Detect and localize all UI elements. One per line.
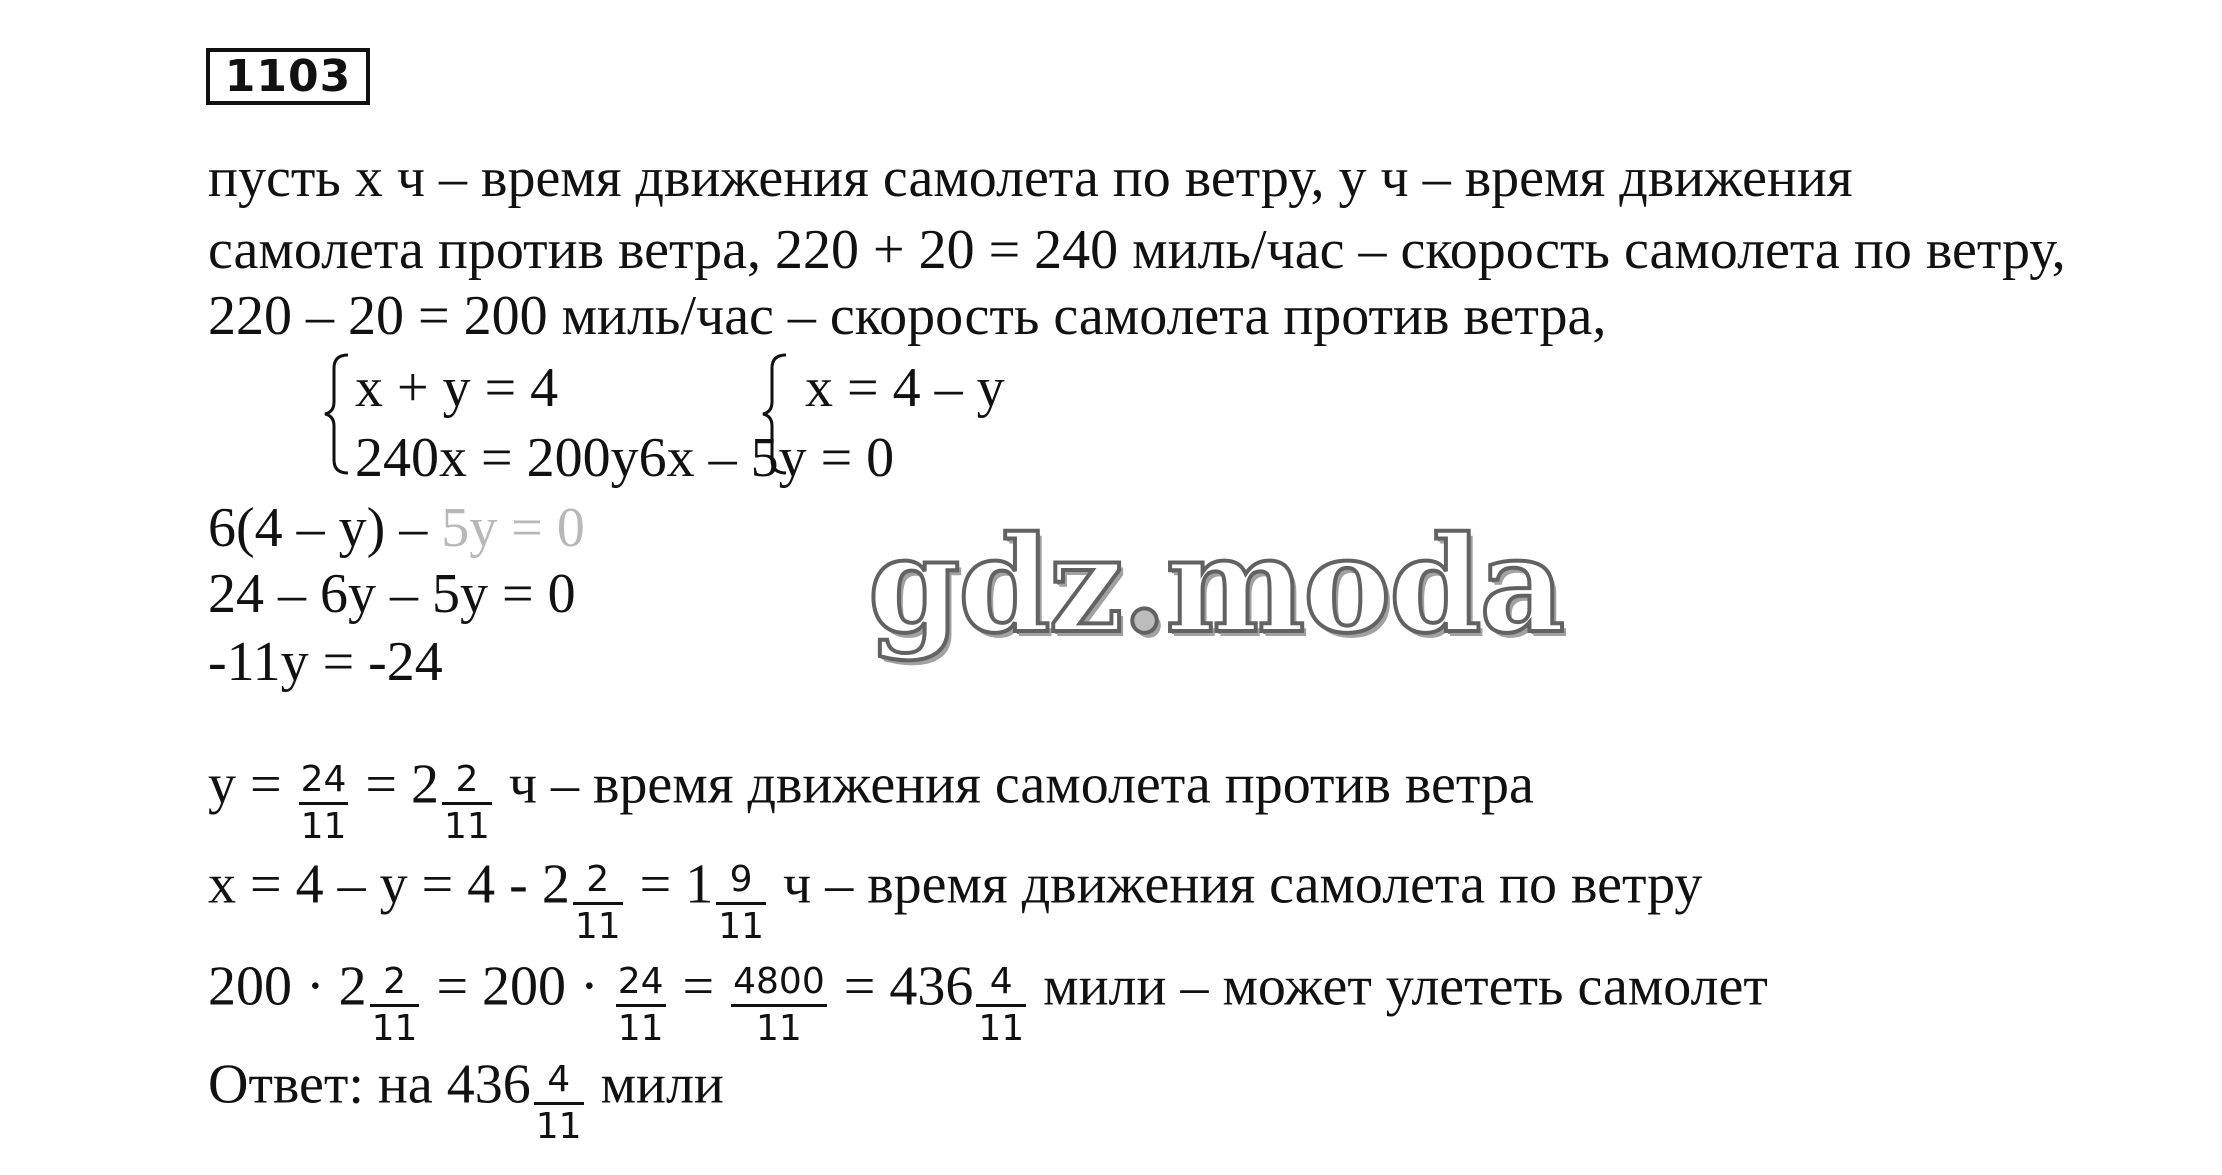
y-result-line — [208, 748, 1534, 847]
fraction-numerator: 9 — [729, 859, 753, 900]
fraction — [442, 759, 492, 847]
fraction — [976, 961, 1026, 1049]
fraction-numerator: 2 — [586, 859, 610, 900]
x-eq: = 1 — [625, 853, 714, 916]
fraction-numerator: 24 — [300, 759, 347, 800]
step-2-part-a: 24 – 6y – 5 — [208, 563, 460, 625]
system-eq-2-part-a: 240x = 200y6x – — [355, 427, 751, 489]
y-eq: = 2 — [351, 753, 439, 816]
fraction-denominator: 11 — [617, 1008, 664, 1049]
fraction — [573, 859, 623, 947]
answer-tail: мили — [586, 1053, 724, 1116]
fraction — [716, 859, 766, 947]
dist-b: = 200 · — [422, 955, 613, 1018]
text-line-1: пусть х ч – время движения самолета по ветру, у ч – время движения — [208, 147, 1853, 209]
x-lhs: x = 4 – y = 4 - 2 — [208, 853, 570, 916]
answer-a: Ответ: на 436 — [208, 1053, 531, 1116]
x-tail: ч – время движения самолета по ветру — [769, 853, 1703, 916]
fraction-denominator: 11 — [535, 1106, 582, 1147]
fraction — [534, 1059, 584, 1147]
system-eq-1-solved: x = 4 – y — [805, 357, 1005, 419]
fraction-denominator: 11 — [574, 906, 621, 947]
step-2 — [208, 563, 576, 625]
system-eq-2-part-b: 5y = 0 — [750, 427, 895, 489]
fraction-denominator: 11 — [300, 806, 347, 847]
text-line-3: 220 – 20 = 200 миль/час – скорость самолета против ветра, — [208, 285, 1607, 347]
fraction-numerator: 4 — [989, 961, 1013, 1002]
fraction-numerator: 2 — [383, 961, 407, 1002]
fraction-denominator: 11 — [978, 1008, 1025, 1049]
watermark-part-1: gdz — [868, 508, 1122, 663]
dist-a: 200 · 2 — [208, 955, 367, 1018]
left-brace-icon — [322, 352, 352, 476]
dist-tail: мили – может улететь самолет — [1029, 955, 1768, 1018]
dist-c: = — [668, 955, 729, 1018]
fraction-denominator: 11 — [444, 806, 490, 847]
fraction — [616, 961, 666, 1049]
distance-line — [208, 950, 1768, 1049]
fraction — [731, 961, 827, 1049]
step-2-part-b: y = 0 — [460, 563, 576, 625]
watermark-part-2: moda — [1165, 508, 1564, 663]
watermark — [868, 508, 1564, 663]
watermark-dot: . — [1121, 508, 1166, 663]
text-line-2: самолета против ветра, 220 + 20 = 240 миль/час – скорость самолета по ветру, — [208, 219, 2066, 281]
x-result-line — [208, 848, 1703, 947]
step-1-part-a: 6(4 – y) – — [208, 497, 442, 559]
fraction-denominator: 11 — [756, 1008, 802, 1049]
answer-line — [208, 1048, 724, 1147]
fraction-numerator: 4 — [547, 1059, 571, 1100]
fraction — [299, 759, 349, 847]
problem-number: 1103 — [206, 48, 370, 105]
y-lhs: y = — [208, 753, 296, 816]
fraction-denominator: 11 — [718, 906, 765, 947]
fraction-numerator: 2 — [455, 759, 479, 800]
dist-d: = 436 — [829, 955, 974, 1018]
fraction — [370, 961, 420, 1049]
system-eq-1: x + y = 4 — [355, 357, 559, 419]
step-1 — [208, 497, 585, 559]
fraction-denominator: 11 — [371, 1008, 418, 1049]
step-1-part-b: 5y = 0 — [441, 497, 585, 559]
system-eq-2 — [355, 427, 895, 489]
step-3: -11y = -24 — [208, 631, 443, 693]
fraction-numerator: 24 — [617, 961, 664, 1002]
y-tail: ч – время движения самолета против ветра — [494, 753, 1534, 816]
fraction-numerator: 4800 — [733, 961, 825, 1002]
